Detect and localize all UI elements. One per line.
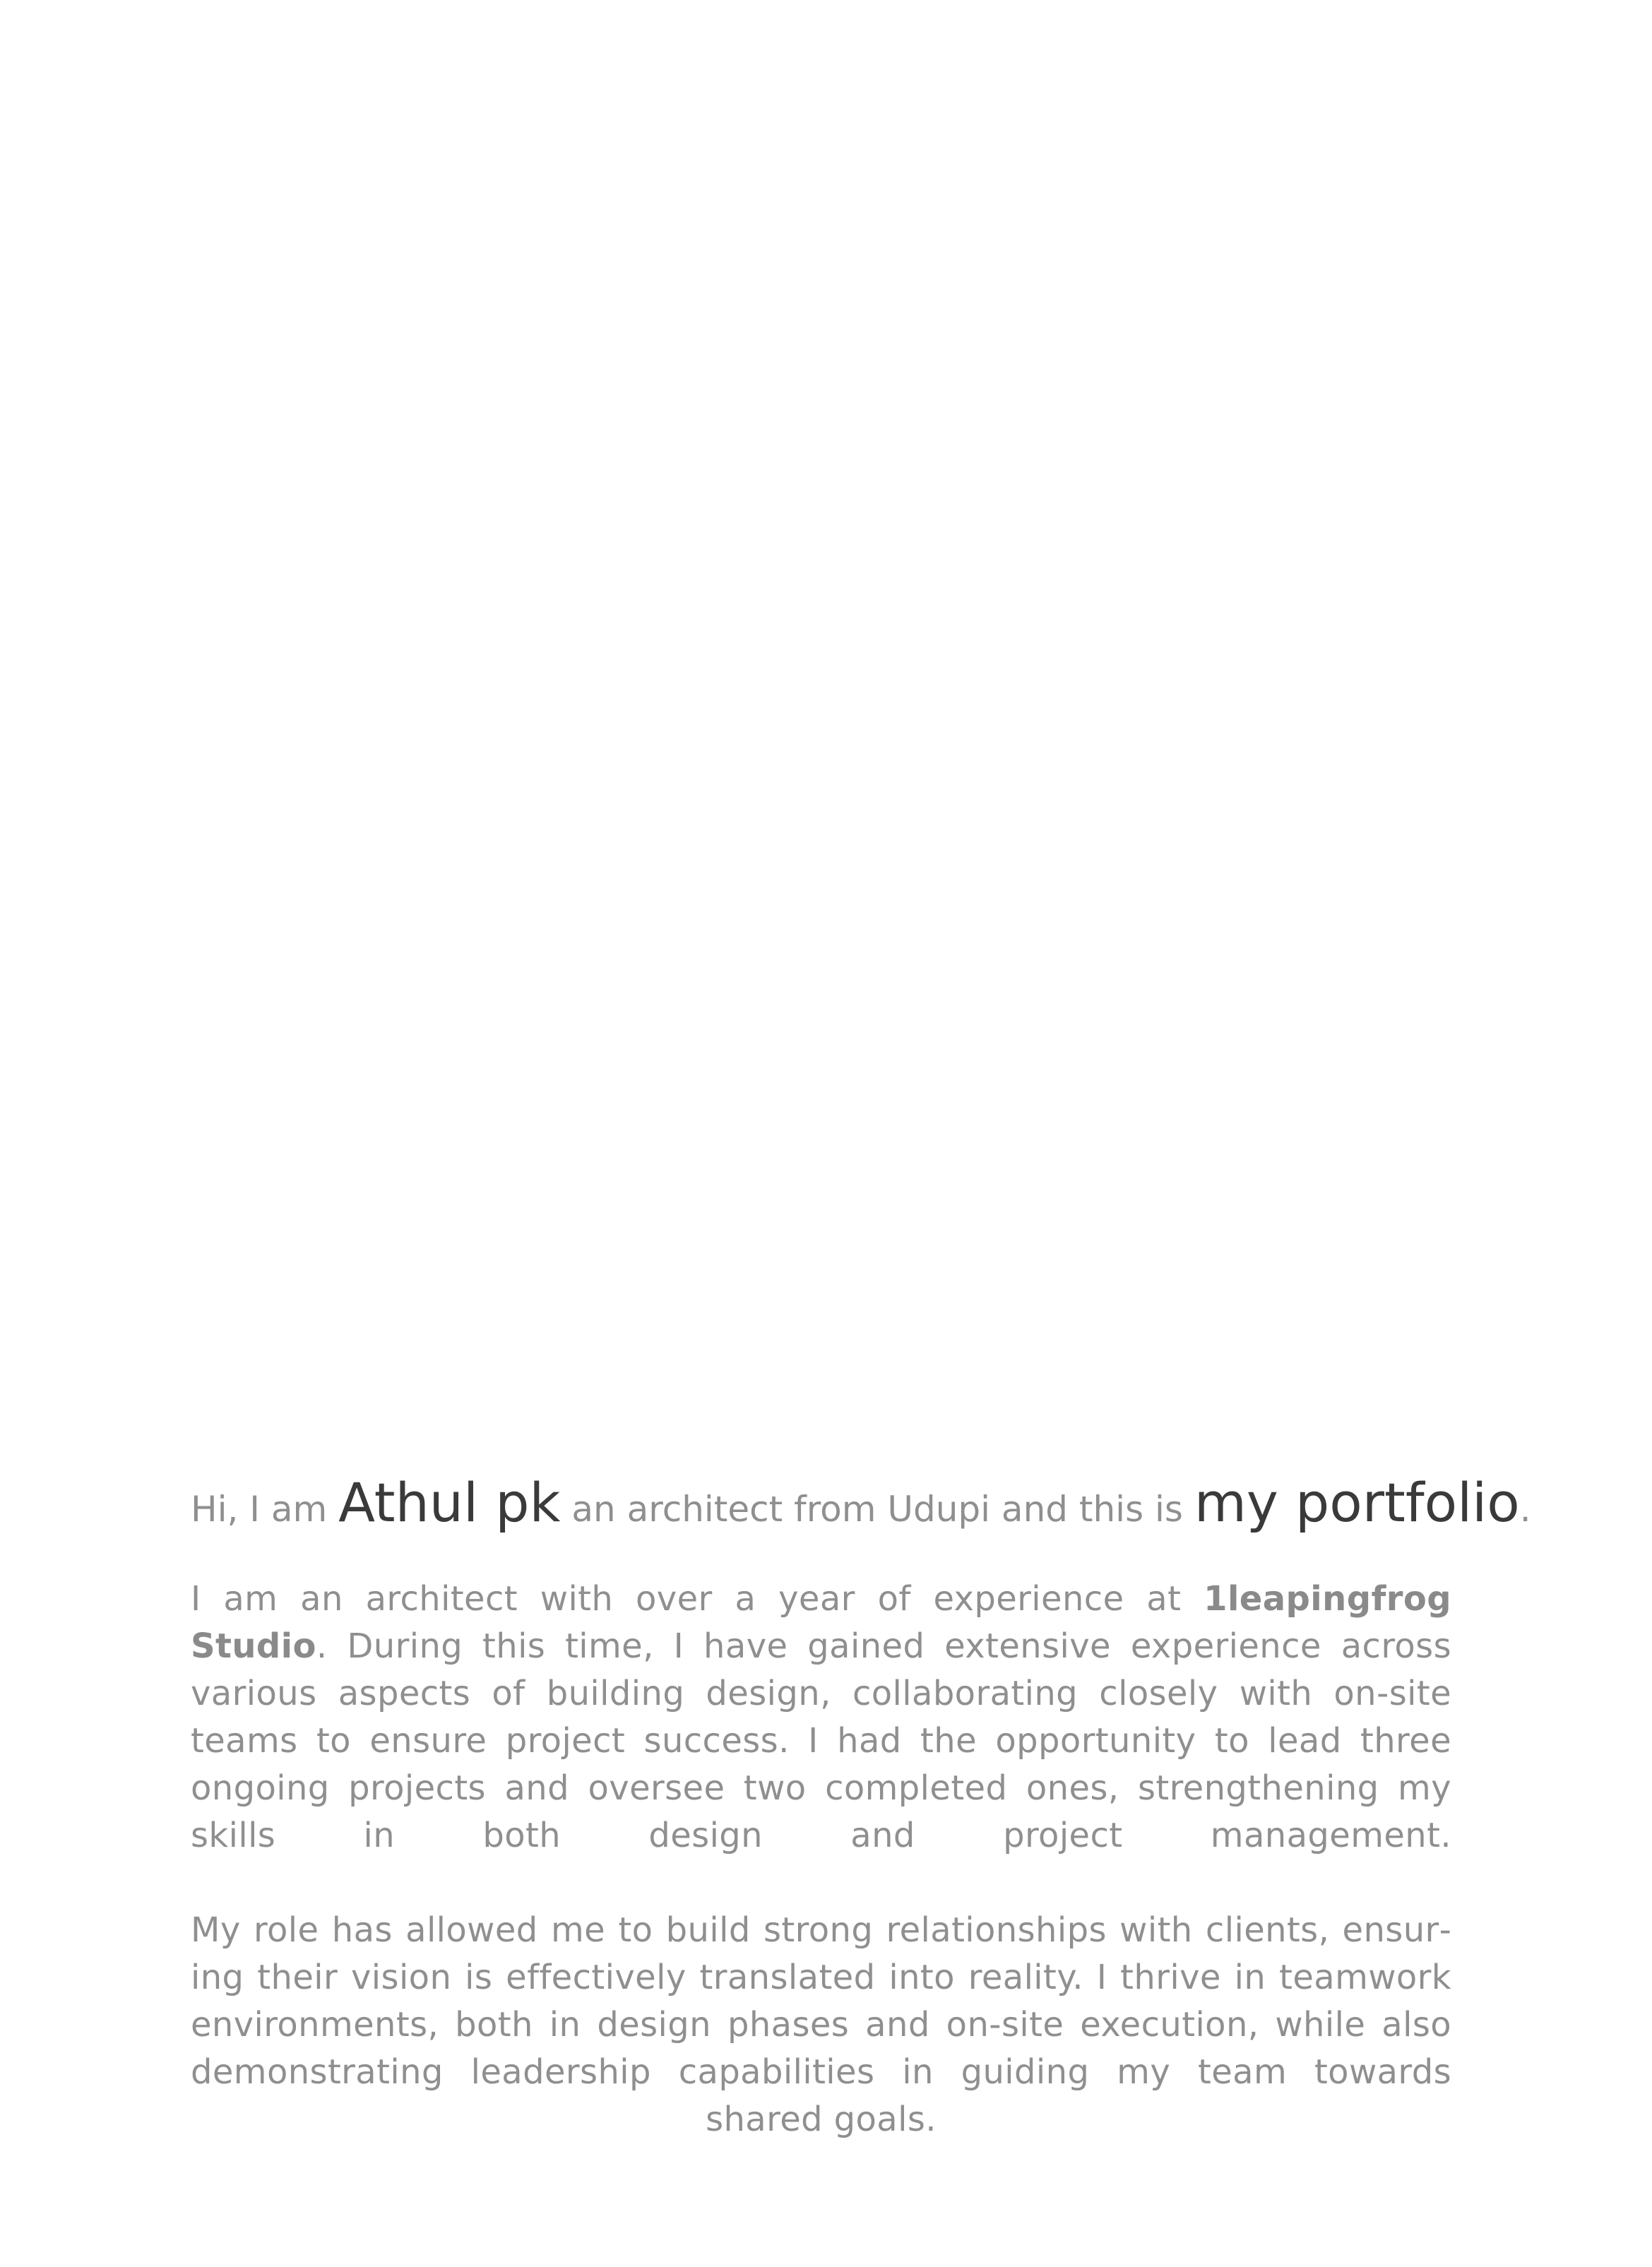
intro-section xyxy=(191,1468,1531,2143)
experience-rest: . During this time, I have gained extensive experience across various aspects of building design, collaborating closely with on-site teams to ensure project success. I had the opportunity to lead three ongoing projects and oversee two completed ones, strengthening my skills in both design and project management. xyxy=(191,1626,1451,1855)
experience-paragraph xyxy=(191,1576,1451,1860)
headline-middle: an architect from Udupi and this is xyxy=(560,1489,1194,1530)
intro-headline xyxy=(191,1468,1531,1545)
experience-lead: I am an architect with over a year of experience at xyxy=(191,1579,1204,1619)
headline-suffix: . xyxy=(1519,1489,1531,1530)
headline-prefix: Hi, I am xyxy=(191,1489,339,1530)
studio-name: 1leapingfrog Studio xyxy=(191,1579,1451,1666)
portfolio-label: my portfolio xyxy=(1194,1471,1520,1534)
author-name: Athul pk xyxy=(338,1471,561,1534)
role-paragraph: My role has allowed me to build strong relationships with clients, ensuring their vision is effectively translated into reality. I thrive in teamwork environments, both in design phases and on-site execution, while also demonstrating leadership capabilities in guiding my team towards shared goals. xyxy=(191,1910,1451,2139)
